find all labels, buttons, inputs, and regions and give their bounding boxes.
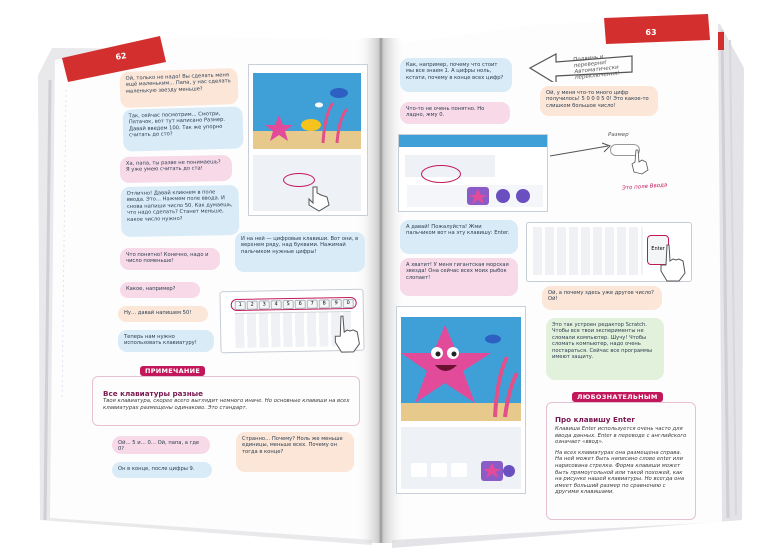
- key-9: 9: [331, 299, 342, 308]
- dialog-bubble: Он в конце, после цифры 9.: [112, 462, 212, 478]
- scratch-screenshot: [248, 64, 368, 216]
- key-5: 5: [283, 300, 294, 309]
- dialog-bubble: Так, сейчас посмотрим... Смотри, Пятачок, вот тут написано Размер. Давай введем 100. Так же упорно считать до сто?: [122, 106, 243, 151]
- size-input-highlight: [421, 165, 461, 183]
- keyboard-illustration: [219, 289, 364, 354]
- sprite-thumbnails: [407, 185, 543, 207]
- letter-keys: [533, 227, 643, 275]
- dialog-bubble: Отлично! Давай кликнем в поле ввода. Это... Нажмем поле ввода. И снова напиши число 50. Как думаешь, что надо сделать? Станет меньше, какое число нужно?: [121, 185, 240, 237]
- enter-key: Enter: [647, 235, 669, 265]
- dialog-bubble: Ой… 5 и… 0… Ой, папа, а где 0?: [112, 436, 210, 454]
- keyboard-illustration: [526, 222, 692, 282]
- note-text: Твоя клавиатура, скорее всего выглядит немного иначе. Но основные клавиши на всех клавиатурах размещены одинаково. Это стандарт.: [103, 398, 350, 411]
- key-0: 0: [343, 299, 354, 308]
- tip-tab: ЛЮБОЗНАТЕЛЬНЫМ: [572, 392, 663, 402]
- pointing-hand-icon: [657, 243, 693, 283]
- dialog-bubble: Ой, а почему здесь уже другое число? Ой!: [542, 286, 662, 310]
- sprite-list: [407, 185, 543, 207]
- dialog-bubble: А давай! Пожалуйста! Жми пальчиком вот на эту клавишу: Enter.: [400, 220, 518, 254]
- sprite-panel: [401, 427, 521, 489]
- dialog-bubble: Что понятно! Конечно, надо и число поменьше!: [120, 248, 220, 270]
- dialog-bubble: Теперь нам нужно использовать клавиатуру!: [118, 330, 214, 352]
- note-title: Все клавиатуры разные: [103, 389, 204, 398]
- note-box: [92, 376, 360, 426]
- size-field-zoom: [596, 130, 670, 176]
- hand-cursor-icon: [305, 183, 335, 213]
- key-4: 4: [271, 300, 282, 309]
- dialog-bubble: Какое, например?: [120, 282, 200, 298]
- sprite-thumbnails: [401, 427, 521, 489]
- stage-art: [253, 73, 361, 149]
- tip-box: [546, 402, 696, 520]
- dialog-bubble: Ну… давай напишем 50!: [118, 306, 208, 322]
- handwritten-text: Подвинь и переверни! Автоматически переключения!: [572, 54, 620, 82]
- key-2: 2: [247, 301, 258, 310]
- scratch-panel-screenshot: [398, 134, 548, 212]
- dialog-bubble: Как, например, почему что стоит мы все знаем 1. А цифры ноль, кстати, почему в конце всех цифр?: [400, 58, 512, 92]
- dialog-bubble: Что-то не очень понятно. Но ладно, жму 0.: [400, 102, 510, 124]
- scratch-stage-strip: [399, 135, 547, 147]
- handwritten-note-arrow: [520, 46, 640, 82]
- scratch-stage: [401, 317, 521, 421]
- handwritten-input-label: Это поле Ввода: [621, 182, 668, 192]
- dialog-bubble: Это так устроен редактор Scratch. Чтобы все твои эксперименты не сломали компьютер. Шучу! Чтобы сломать компьютер, надо очень постараться. Сейчас все программы имеют защиту.: [546, 318, 664, 380]
- dialog-bubble: Ой, только не надо! Вы сделать меня ещё маленьким... Папа, у нас сделать маленькую звезду меньше?: [119, 68, 238, 108]
- key-6: 6: [295, 300, 306, 309]
- key-7: 7: [307, 300, 318, 309]
- note-tab: ПРИМЕЧАНИЕ: [140, 366, 205, 376]
- scratch-starfish-screenshot: [396, 306, 526, 494]
- dialog-bubble: Ха, папа, ты разве не понимаешь? Я уже умею считать до ста!: [120, 155, 232, 183]
- dialog-bubble: И на ней — цифровые клавиши. Вот они, в верхнем ряду, над буквами. Нажимай пальчиком нужные цифры!: [235, 232, 365, 272]
- key-3: 3: [259, 300, 270, 309]
- dialog-bubble: Странно… Почему? Ноль же меньше единицы, меньше всех. Почему он тогда в конце?: [236, 432, 354, 472]
- key-1: 1: [235, 301, 246, 310]
- starfish-art: [401, 317, 521, 421]
- tip-text: На всех клавиатурах она размещена справа. На ней может быть написано слово enter или нарисована стрелка. Форма клавиши может быть прямоугольной или такой похожей, как на рисунке нашей клавиатуры. Но всегда она имеет больший размер по сравнению с другими клавишами.: [555, 449, 685, 496]
- cursor-hand-icon: [630, 148, 654, 176]
- right-page-number: 63: [645, 28, 657, 37]
- dialog-bubble: Ой, у меня что-то много цифр получилось! 5 0 0 0 5 0! Это какое-то слишком большое число!: [540, 86, 658, 116]
- dialog-bubble: А хватит! У меня гигантская морская звезда! Она сейчас всех моих рыбок слопает!: [400, 258, 518, 296]
- handwritten-size-label: Размер: [608, 132, 629, 138]
- pointing-hand-icon: [331, 314, 368, 355]
- tip-title: Про клавишу Enter: [555, 415, 635, 424]
- scratch-stage: [253, 73, 361, 149]
- key-8: 8: [319, 299, 330, 308]
- left-page-number: 62: [114, 51, 128, 62]
- tip-text: Клавиша Enter используется очень часто для ввода данных. Enter в переводе с английского означает «ввод».: [555, 426, 687, 446]
